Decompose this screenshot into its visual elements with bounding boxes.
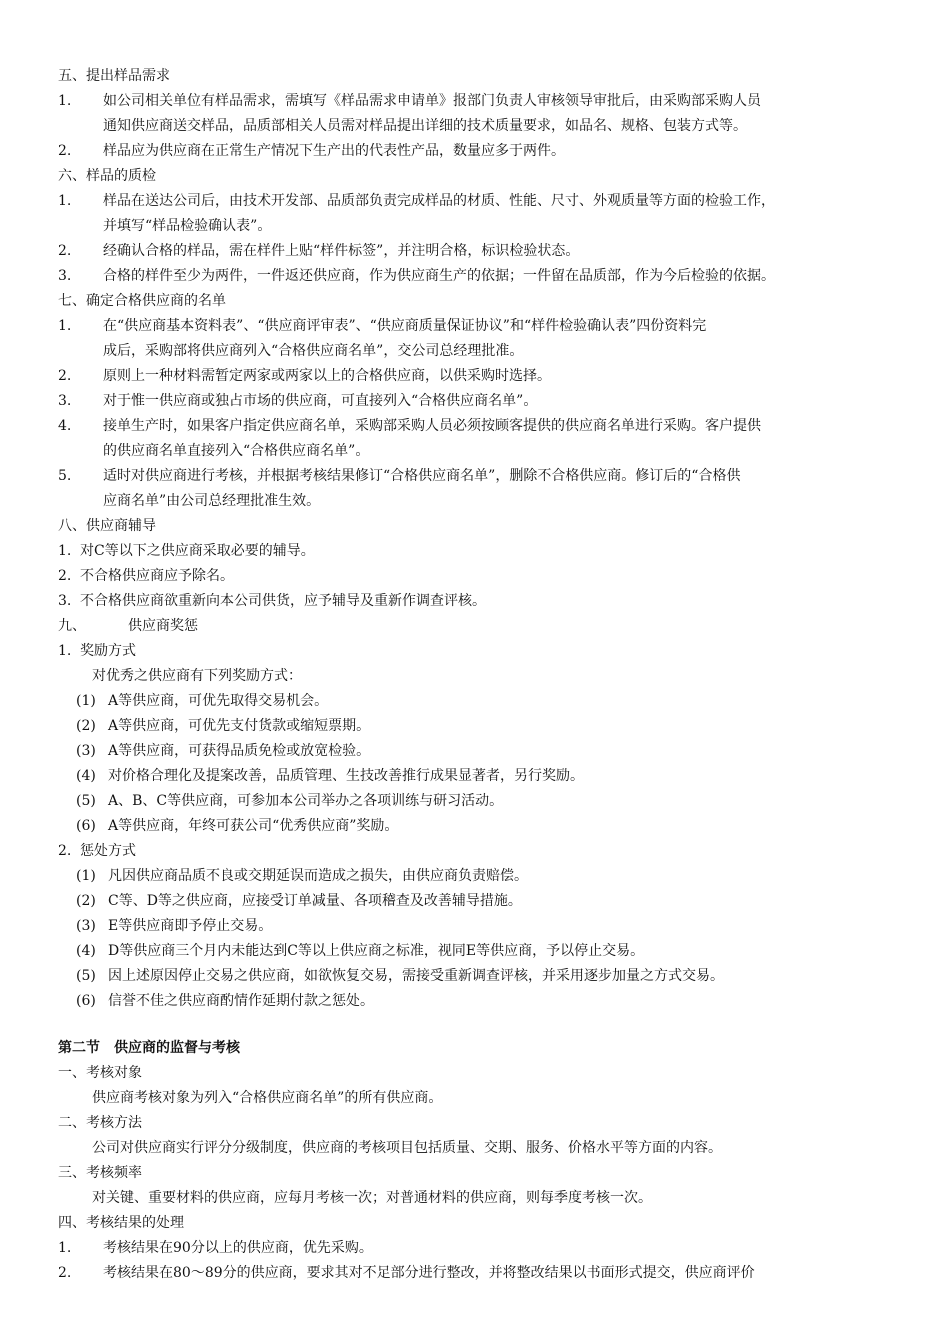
numbered-item bbox=[0, 139, 950, 164]
item-number: 2. bbox=[58, 843, 72, 859]
paragraph: 对关键、重要材料的供应商，应每月考核一次；对普通材料的供应商，则每季度考核一次。 bbox=[92, 1190, 652, 1206]
item-text: 对C等以下之供应商采取必要的辅导。 bbox=[80, 543, 315, 559]
numbered-item bbox=[0, 414, 950, 439]
sub-item-number: (6) bbox=[76, 993, 96, 1009]
item-text: 经确认合格的样品，需在样件上贴“样件标签”，并注明合格，标识检验状态。 bbox=[103, 243, 580, 259]
sub-item bbox=[0, 739, 950, 764]
numbered-item bbox=[0, 264, 950, 289]
numbered-item bbox=[0, 589, 950, 614]
sub-item-text: D等供应商三个月内未能达到C等以上供应商之标准，视同E等供应商，予以停止交易。 bbox=[108, 943, 645, 959]
item-continuation: 并填写“样品检验确认表”。 bbox=[103, 218, 272, 234]
sub-item-text: 信誉不佳之供应商酌情作延期付款之惩处。 bbox=[108, 993, 374, 1009]
item-number: 2. bbox=[58, 568, 72, 584]
item-number: 3. bbox=[58, 593, 72, 609]
blank-line bbox=[0, 1014, 950, 1036]
numbered-item bbox=[0, 314, 950, 339]
numbered-item bbox=[0, 239, 950, 264]
item-continuation: 通知供应商送交样品，品质部相关人员需对样品提出详细的技术质量要求，如品名、规格、包装方式等。 bbox=[103, 118, 747, 134]
item-text: 在“供应商基本资料表”、“供应商评审表”、“供应商质量保证协议”和“样件检验确认表”四份资料完 bbox=[103, 318, 707, 334]
sub-item-number: (2) bbox=[76, 893, 96, 909]
sub-item bbox=[0, 689, 950, 714]
section-heading: 三、考核频率 bbox=[58, 1165, 142, 1181]
item-number: 2. bbox=[58, 368, 72, 384]
item-text: 原则上一种材料需暂定两家或两家以上的合格供应商，以供采购时选择。 bbox=[103, 368, 551, 384]
heading-number: 九、 bbox=[58, 618, 86, 634]
numbered-item bbox=[0, 464, 950, 489]
paragraph: 供应商考核对象为列入“合格供应商名单”的所有供应商。 bbox=[92, 1090, 443, 1106]
item-number: 3. bbox=[58, 393, 72, 409]
sub-item bbox=[0, 864, 950, 889]
numbered-item bbox=[0, 564, 950, 589]
item-number: 1. bbox=[58, 643, 72, 659]
sub-item-number: (4) bbox=[76, 768, 96, 784]
sub-item-text: A等供应商，年终可获公司“优秀供应商”奖励。 bbox=[108, 818, 399, 834]
item-number: 4. bbox=[58, 418, 72, 434]
item-text: 如公司相关单位有样品需求，需填写《样品需求申请单》报部门负责人审核领导审批后，由采购部采购人员 bbox=[103, 93, 761, 109]
sub-item bbox=[0, 939, 950, 964]
section-heading: 二、考核方法 bbox=[58, 1115, 142, 1131]
sub-item-text: A、B、C等供应商，可参加本公司举办之各项训练与研习活动。 bbox=[108, 793, 504, 809]
item-continuation: 成后，采购部将供应商列入“合格供应商名单”，交公司总经理批准。 bbox=[103, 343, 524, 359]
numbered-item bbox=[0, 1236, 950, 1261]
sub-item bbox=[0, 964, 950, 989]
item-text: 奖励方式 bbox=[80, 643, 136, 659]
sub-item bbox=[0, 889, 950, 914]
numbered-item bbox=[0, 364, 950, 389]
sub-item bbox=[0, 714, 950, 739]
sub-item-text: 因上述原因停止交易之供应商，如欲恢复交易，需接受重新调查评核，并采用逐步加量之方式交易。 bbox=[108, 968, 724, 984]
item-text: 样品在送达公司后，由技术开发部、品质部负责完成样品的材质、性能、尺寸、外观质量等方面的检验工作， bbox=[103, 193, 775, 209]
section-heading: 四、考核结果的处理 bbox=[58, 1215, 184, 1231]
paragraph: 公司对供应商实行评分分级制度，供应商的考核项目包括质量、交期、服务、价格水平等方面的内容。 bbox=[92, 1140, 722, 1156]
sub-item-number: (3) bbox=[76, 743, 96, 759]
numbered-item bbox=[0, 189, 950, 214]
item-text: 样品应为供应商在正常生产情况下生产出的代表性产品，数量应多于两件。 bbox=[103, 143, 565, 159]
item-number: 2. bbox=[58, 1265, 72, 1281]
section-heading: 七、确定合格供应商的名单 bbox=[58, 293, 226, 309]
sub-item-text: C等、D等之供应商，应接受订单减量、各项稽查及改善辅导措施。 bbox=[108, 893, 522, 909]
numbered-item bbox=[0, 89, 950, 114]
numbered-item bbox=[0, 389, 950, 414]
sub-item-number: (2) bbox=[76, 718, 96, 734]
item-number: 1. bbox=[58, 193, 72, 209]
sub-item-number: (4) bbox=[76, 943, 96, 959]
sub-item-number: (6) bbox=[76, 818, 96, 834]
sub-item bbox=[0, 914, 950, 939]
sub-item-number: (1) bbox=[76, 693, 96, 709]
numbered-item bbox=[0, 839, 950, 864]
item-text: 适时对供应商进行考核，并根据考核结果修订“合格供应商名单”，删除不合格供应商。修订后的“合格供 bbox=[103, 468, 741, 484]
sub-item bbox=[0, 764, 950, 789]
section-heading: 八、供应商辅导 bbox=[58, 518, 156, 534]
item-text: 考核结果在90分以上的供应商，优先采购。 bbox=[103, 1240, 373, 1256]
numbered-item bbox=[0, 639, 950, 664]
item-number: 5. bbox=[58, 468, 72, 484]
numbered-item bbox=[0, 1261, 950, 1286]
numbered-item bbox=[0, 539, 950, 564]
item-number: 3. bbox=[58, 268, 72, 284]
item-number: 1. bbox=[58, 1240, 72, 1256]
sub-item-number: (5) bbox=[76, 968, 96, 984]
sub-item bbox=[0, 789, 950, 814]
paragraph: 对优秀之供应商有下列奖励方式： bbox=[92, 668, 302, 684]
item-number: 2. bbox=[58, 143, 72, 159]
item-text: 考核结果在80～89分的供应商，要求其对不足部分进行整改，并将整改结果以书面形式提交，供应商评价 bbox=[103, 1265, 755, 1281]
item-number: 1. bbox=[58, 93, 72, 109]
sub-item-text: 对价格合理化及提案改善，品质管理、生技改善推行成果显著者，另行奖励。 bbox=[108, 768, 584, 784]
section-heading: 五、提出样品需求 bbox=[58, 68, 170, 84]
document-body bbox=[0, 64, 950, 1286]
sub-item-text: 凡因供应商品质不良或交期延误而造成之损失，由供应商负责赔偿。 bbox=[108, 868, 528, 884]
chapter-heading: 第二节 供应商的监督与考核 bbox=[58, 1040, 240, 1056]
section-heading: 六、样品的质检 bbox=[58, 168, 156, 184]
sub-item-text: A等供应商，可优先取得交易机会。 bbox=[108, 693, 329, 709]
item-number: 1. bbox=[58, 318, 72, 334]
heading-text: 供应商奖惩 bbox=[128, 618, 198, 634]
section-heading: 一、考核对象 bbox=[58, 1065, 142, 1081]
sub-item-text: A等供应商，可优先支付货款或缩短票期。 bbox=[108, 718, 371, 734]
sub-item-number: (1) bbox=[76, 868, 96, 884]
item-continuation: 的供应商名单直接列入“合格供应商名单”。 bbox=[103, 443, 370, 459]
sub-item-text: E等供应商即予停止交易。 bbox=[108, 918, 273, 934]
item-number: 2. bbox=[58, 243, 72, 259]
item-text: 合格的样件至少为两件，一件返还供应商，作为供应商生产的依据；一件留在品质部，作为今后检验的依据。 bbox=[103, 268, 775, 284]
item-text: 不合格供应商应予除名。 bbox=[80, 568, 234, 584]
sub-item bbox=[0, 814, 950, 839]
item-continuation: 应商名单”由公司总经理批准生效。 bbox=[103, 493, 321, 509]
section-heading bbox=[0, 614, 950, 639]
sub-item-number: (3) bbox=[76, 918, 96, 934]
sub-item-number: (5) bbox=[76, 793, 96, 809]
sub-item bbox=[0, 989, 950, 1014]
item-number: 1. bbox=[58, 543, 72, 559]
item-text: 接单生产时，如果客户指定供应商名单，采购部采购人员必须按顾客提供的供应商名单进行采购。客户提供 bbox=[103, 418, 761, 434]
item-text: 惩处方式 bbox=[80, 843, 136, 859]
sub-item-text: A等供应商，可获得品质免检或放宽检验。 bbox=[108, 743, 371, 759]
item-text: 不合格供应商欲重新向本公司供货，应予辅导及重新作调查评核。 bbox=[80, 593, 486, 609]
item-text: 对于惟一供应商或独占市场的供应商，可直接列入“合格供应商名单”。 bbox=[103, 393, 538, 409]
